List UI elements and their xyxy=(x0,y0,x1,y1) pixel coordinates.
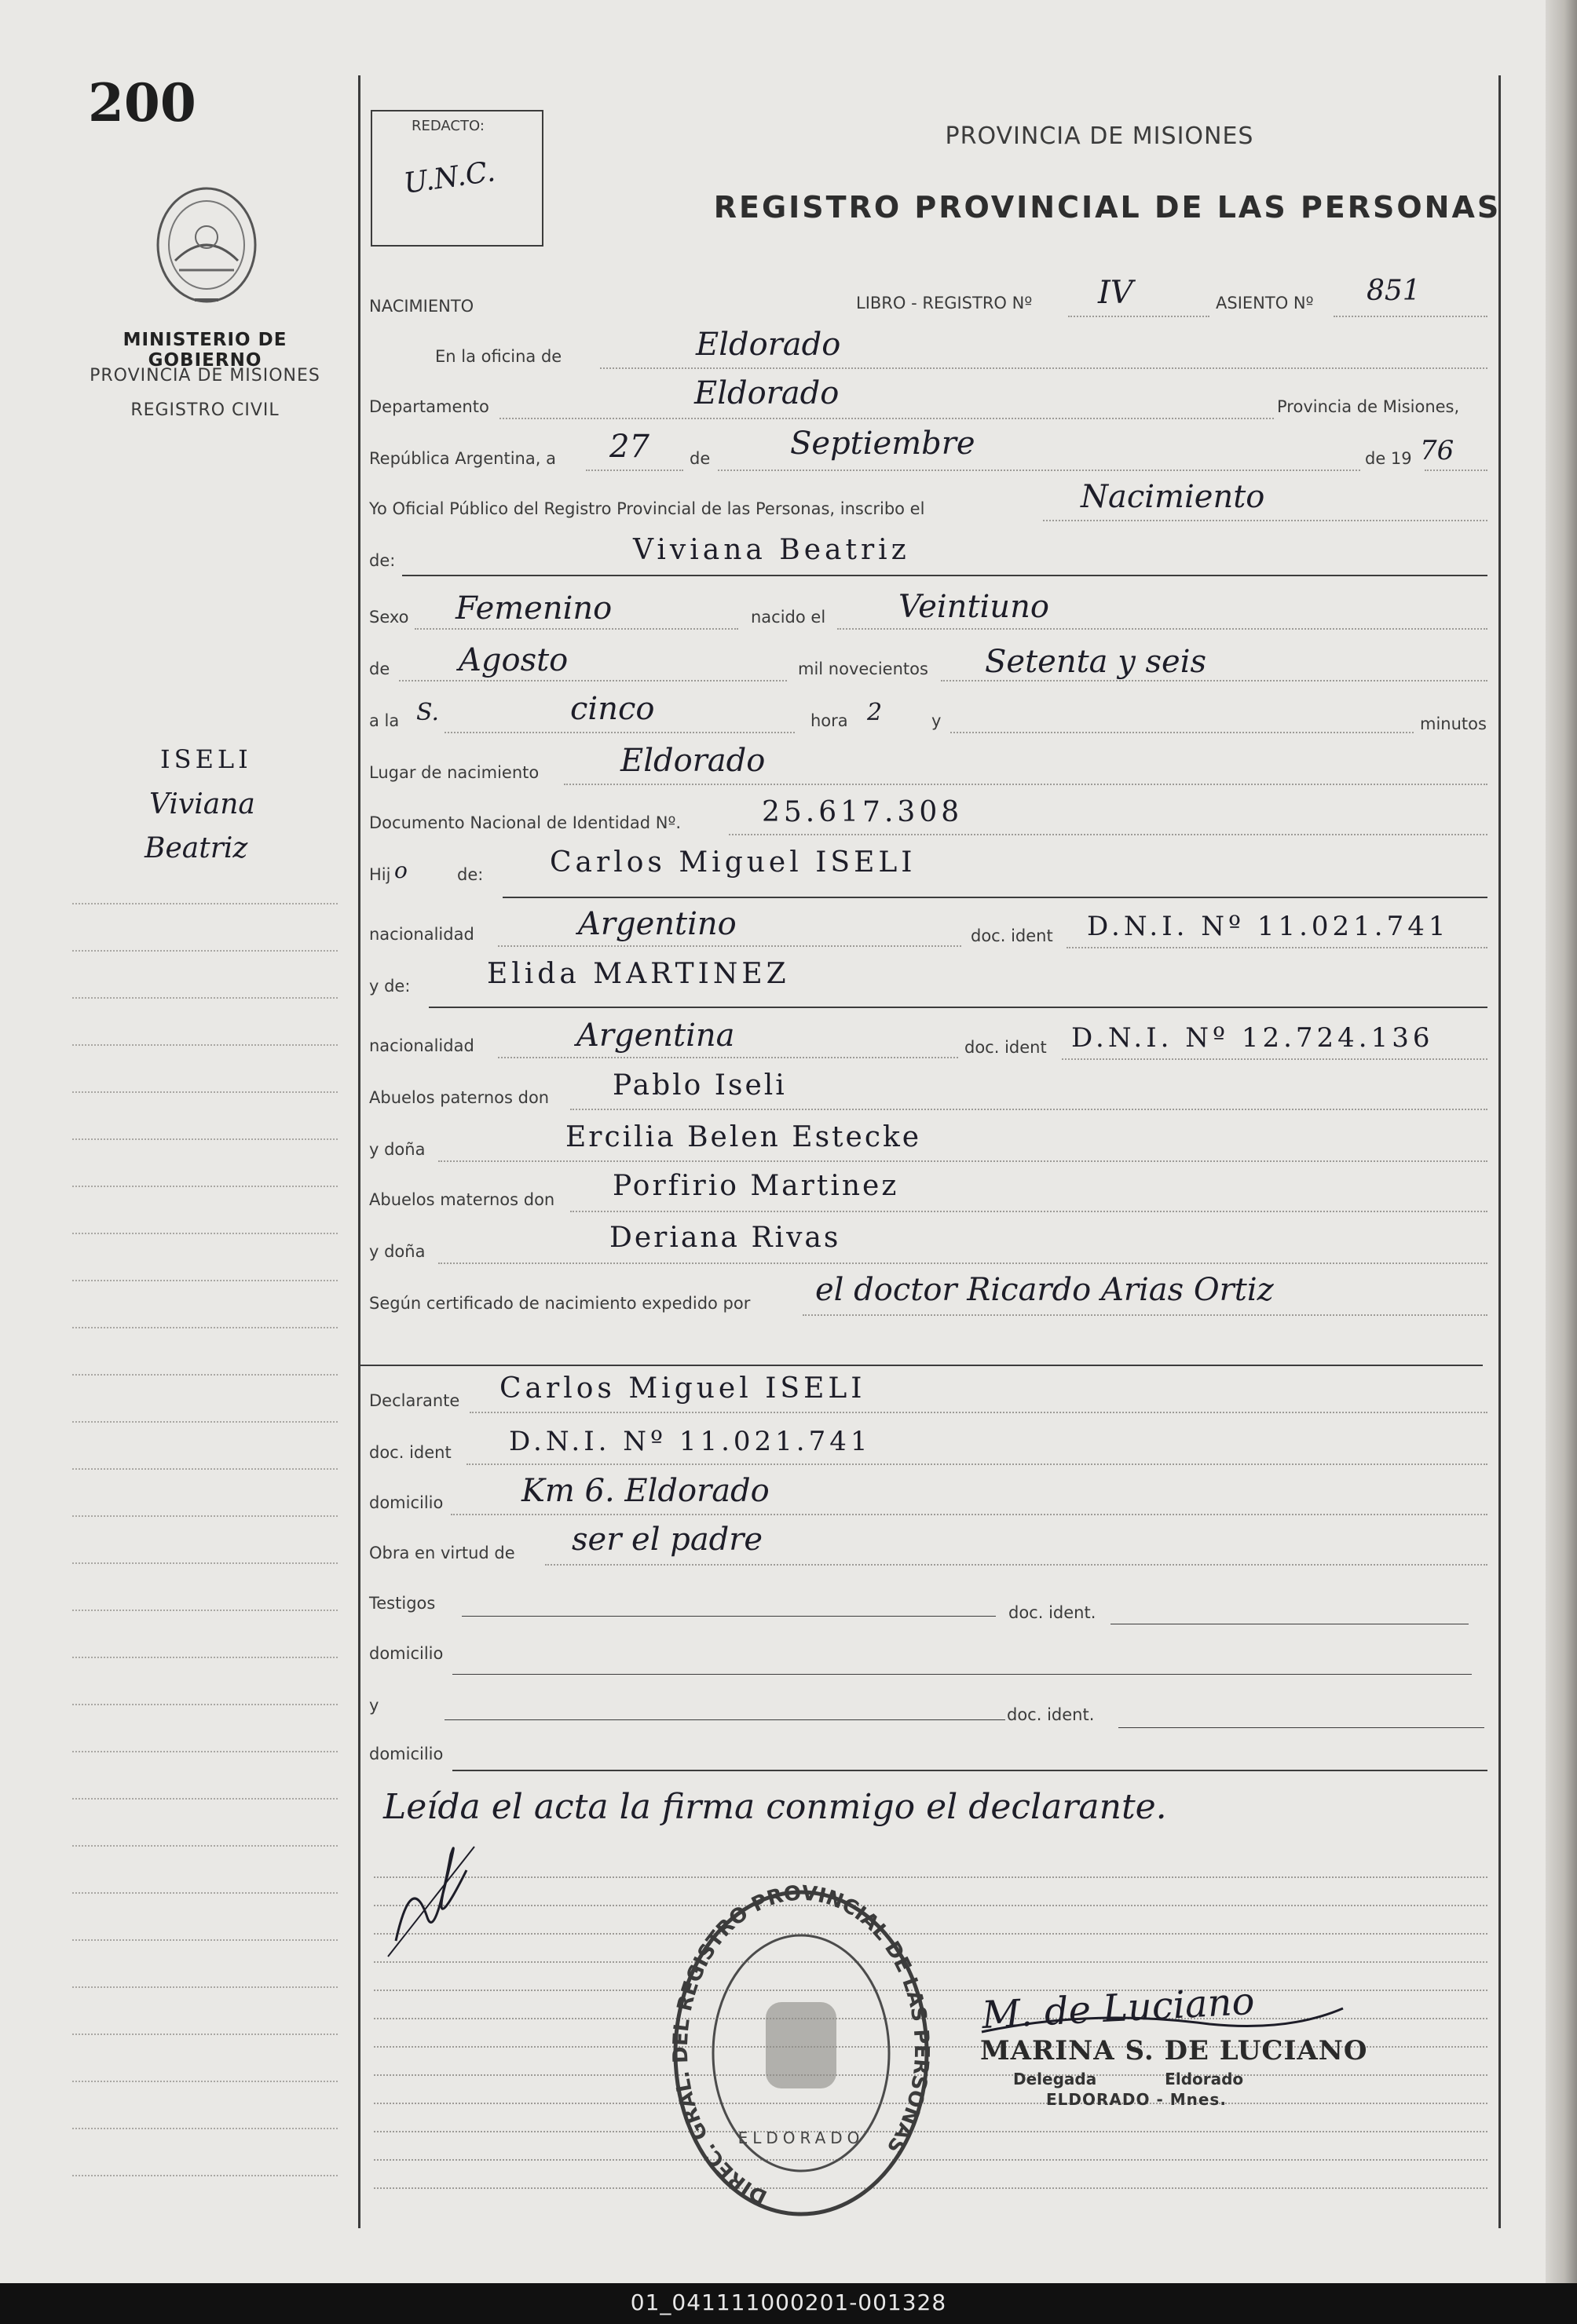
margin-ruled-line xyxy=(72,1892,338,1895)
margin-ruled-line xyxy=(72,1044,338,1047)
value-nacido-anio: Setenta y seis xyxy=(985,644,1207,680)
label-dni: Documento Nacional de Identidad Nº. xyxy=(369,813,682,832)
label-testigo2-doc: doc. ident. xyxy=(1007,1705,1095,1724)
label-declarante-doc: doc. ident xyxy=(369,1443,452,1462)
value-nombre: Viviana Beatriz xyxy=(633,534,910,566)
value-a-la: S. xyxy=(416,699,440,726)
label-sexo: Sexo xyxy=(369,608,409,627)
header-province: PROVINCIA DE MISIONES xyxy=(945,122,1254,150)
ministry-province: PROVINCIA DE MISIONES xyxy=(90,366,320,386)
margin-ruled-line xyxy=(72,1657,338,1659)
margin-ruled-line xyxy=(72,1091,338,1094)
redacto-label: REDACTO: xyxy=(412,118,485,134)
label-padre-nacionalidad: nacionalidad xyxy=(369,925,474,944)
label-de-agosto: de xyxy=(369,660,390,678)
label-segun: Según certificado de nacimiento expedido por xyxy=(369,1294,751,1313)
value-hijo-suffix: o xyxy=(394,857,408,883)
margin-ruled-line xyxy=(72,1939,338,1942)
label-mil-novecientos: mil novecientos xyxy=(798,660,928,678)
margin-ruled-line xyxy=(72,1610,338,1612)
value-hora-texto: cinco xyxy=(570,691,655,727)
value-madre-doc: D.N.I. Nº 12.724.136 xyxy=(1071,1022,1434,1054)
value-nacido-dia: Veintiuno xyxy=(898,589,1049,625)
label-de19: de 19 xyxy=(1365,449,1412,468)
value-padre: Carlos Miguel ISELI xyxy=(550,846,917,879)
label-testigos: Testigos xyxy=(369,1594,436,1613)
label-republica: República Argentina, a xyxy=(369,449,556,468)
label-y-minutos: y xyxy=(931,711,942,730)
official-name: MARINA S. DE LUCIANO xyxy=(980,2035,1368,2066)
label-lugar: Lugar de nacimiento xyxy=(369,763,540,782)
margin-ruled-line xyxy=(72,1186,338,1188)
label-abuelos-paternos: Abuelos paternos don xyxy=(369,1088,550,1107)
value-obra: ser el padre xyxy=(572,1522,763,1558)
label-testigo1-doc: doc. ident. xyxy=(1008,1603,1096,1622)
page-number: 200 xyxy=(88,72,196,133)
label-nacimiento: NACIMIENTO xyxy=(369,297,474,316)
value-sexo: Femenino xyxy=(456,590,613,627)
value-padre-nacionalidad: Argentino xyxy=(578,906,737,942)
value-declarante-domicilio: Km 6. Eldorado xyxy=(521,1473,770,1509)
margin-note-name1: Viviana xyxy=(149,788,255,820)
margin-ruled-line xyxy=(72,997,338,999)
value-dia: 27 xyxy=(609,429,649,465)
value-departamento: Eldorado xyxy=(694,375,840,411)
margin-ruled-line xyxy=(72,950,338,952)
footer-strip xyxy=(0,2283,1577,2324)
margin-ruled-line xyxy=(72,2081,338,2083)
margin-ruled-line xyxy=(72,1986,338,1989)
label-departamento: Departamento xyxy=(369,397,489,416)
value-abuela-paterna: Ercilia Belen Estecke xyxy=(565,1121,922,1153)
label-madre-doc: doc. ident xyxy=(964,1038,1047,1057)
margin-ruled-line xyxy=(72,1845,338,1847)
value-abuela-materna: Deriana Rivas xyxy=(609,1222,841,1254)
label-hora: hora xyxy=(810,711,848,730)
label-testigo1-domicilio: domicilio xyxy=(369,1644,444,1663)
label-hij: Hij xyxy=(369,865,391,884)
margin-ruled-line xyxy=(72,1327,338,1329)
margin-ruled-line xyxy=(72,1562,338,1565)
value-madre-nacionalidad: Argentina xyxy=(576,1018,735,1054)
label-abuela-paterna: y doña xyxy=(369,1140,426,1159)
label-madre-nacionalidad: nacionalidad xyxy=(369,1036,474,1055)
value-acto: Nacimiento xyxy=(1081,479,1265,515)
margin-ruled-line xyxy=(72,1138,338,1141)
value-padre-doc: D.N.I. Nº 11.021.741 xyxy=(1087,911,1450,942)
value-declarante-doc: D.N.I. Nº 11.021.741 xyxy=(509,1426,872,1457)
margin-note-name2: Beatriz xyxy=(145,832,248,864)
value-asiento: 851 xyxy=(1367,275,1421,307)
value-abuelo-paterno: Pablo Iseli xyxy=(613,1069,787,1102)
closing-statement: Leída el acta la firma conmigo el declarante. xyxy=(383,1787,1167,1827)
label-abuela-materna: y doña xyxy=(369,1242,426,1261)
value-declarante: Carlos Miguel ISELI xyxy=(499,1372,866,1405)
value-anio-sufijo: 76 xyxy=(1420,435,1454,466)
label-declarante-domicilio: domicilio xyxy=(369,1493,444,1512)
label-libro: LIBRO - REGISTRO Nº xyxy=(856,294,1033,312)
ministry-title: MINISTERIO DE GOBIERNO xyxy=(123,330,287,371)
value-mes: Septiembre xyxy=(790,426,975,462)
label-yo-oficial: Yo Oficial Público del Registro Provincial de las Personas, inscribo el xyxy=(369,499,925,518)
label-nacido: nacido el xyxy=(751,608,826,627)
value-nacido-mes: Agosto xyxy=(459,642,569,678)
redacto-box xyxy=(371,110,543,247)
label-y-testigo2: y xyxy=(369,1696,379,1715)
ministry-registry: REGISTRO CIVIL xyxy=(130,400,280,420)
margin-ruled-line xyxy=(72,1468,338,1471)
label-y-de-madre: y de: xyxy=(369,977,411,996)
frame-left-line xyxy=(358,75,360,2228)
official-place: ELDORADO - Mnes. xyxy=(1046,2090,1227,2109)
label-provincia: Provincia de Misiones, xyxy=(1277,397,1460,416)
provincial-seal-icon xyxy=(148,182,265,312)
value-dni: 25.617.308 xyxy=(762,796,964,828)
stamp-ring-text: DIREC. GRAL. DEL REGISTRO PROVINCIAL DE LAS PERSONAS xyxy=(668,1884,934,2209)
label-a-la: a la xyxy=(369,711,400,730)
declarant-signature-icon xyxy=(380,1823,482,1972)
margin-ruled-line xyxy=(72,1798,338,1800)
official-role: Delegada Eldorado xyxy=(1013,2070,1244,2088)
value-libro: IV xyxy=(1098,275,1133,311)
label-declarante: Declarante xyxy=(369,1391,460,1410)
body-ruled-line xyxy=(374,1876,1487,1878)
stamp-bottom-text: ELDORADO xyxy=(737,2129,865,2147)
value-abuelo-materno: Porfirio Martinez xyxy=(613,1170,899,1202)
label-oficina: En la oficina de xyxy=(435,347,562,366)
registry-stamp-icon xyxy=(668,1884,935,2230)
margin-ruled-line xyxy=(72,2175,338,2177)
value-oficina: Eldorado xyxy=(696,327,841,363)
header-title: REGISTRO PROVINCIAL DE LAS PERSONAS xyxy=(713,190,1502,225)
label-testigo2-domicilio: domicilio xyxy=(369,1745,444,1763)
margin-ruled-line xyxy=(72,2128,338,2130)
page-edge xyxy=(1546,0,1577,2283)
value-certificado: el doctor Ricardo Arias Ortiz xyxy=(815,1272,1274,1308)
margin-ruled-line xyxy=(72,903,338,905)
value-madre: Elida MARTINEZ xyxy=(487,958,790,990)
margin-ruled-line xyxy=(72,1233,338,1235)
margin-ruled-line xyxy=(72,1704,338,1706)
redacto-value: U.N.C. xyxy=(401,155,498,200)
margin-ruled-line xyxy=(72,1280,338,1282)
margin-ruled-line xyxy=(72,1751,338,1753)
label-abuelos-maternos: Abuelos maternos don xyxy=(369,1190,555,1209)
label-obra: Obra en virtud de xyxy=(369,1544,515,1562)
margin-ruled-line xyxy=(72,2034,338,2036)
frame-right-line xyxy=(1498,75,1501,2228)
label-de-nombre: de: xyxy=(369,551,396,570)
label-minutos: minutos xyxy=(1420,714,1487,733)
margin-ruled-line xyxy=(72,1515,338,1518)
margin-ruled-line xyxy=(72,1374,338,1376)
label-de-mes: de xyxy=(690,449,711,468)
footer-id: 01_041111000201-001328 xyxy=(630,2289,947,2315)
value-hora-num: 2 xyxy=(867,699,883,726)
label-asiento: ASIENTO Nº xyxy=(1216,294,1314,312)
margin-note-surname: ISELI xyxy=(160,744,252,774)
value-lugar: Eldorado xyxy=(620,743,766,779)
official-signature: M. de Luciano xyxy=(980,1979,1256,2038)
label-padre-doc: doc. ident xyxy=(971,926,1053,945)
margin-ruled-line xyxy=(72,1421,338,1423)
label-de-padre: de: xyxy=(457,865,484,884)
